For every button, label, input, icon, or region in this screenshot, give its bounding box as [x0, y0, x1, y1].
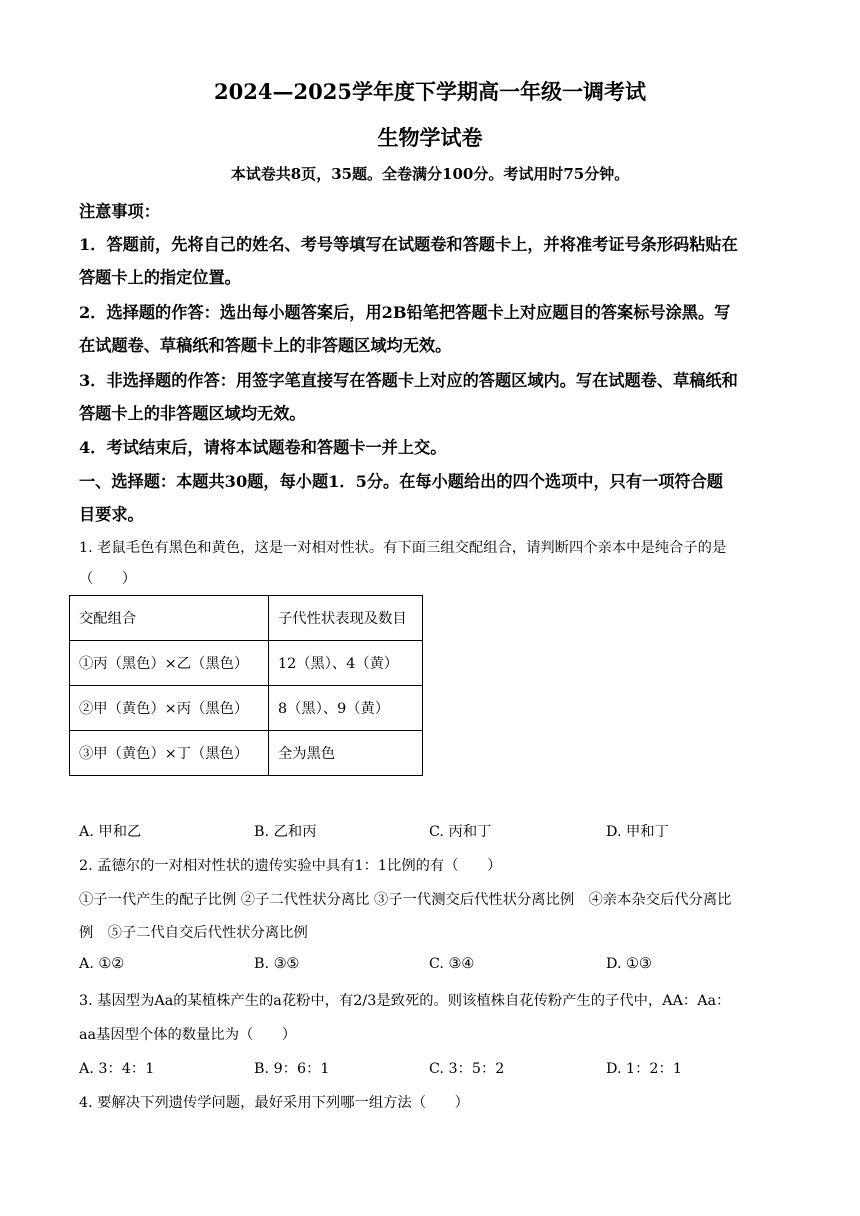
table-row — [70, 686, 423, 731]
option-b: B. 9：6：1 — [254, 1061, 330, 1077]
notes-line: 3．非选择题的作答：用签字笔直接写在答题卡上对应的答题区域内。写在试题卷、草稿纸和 — [79, 371, 738, 390]
table-row — [70, 731, 423, 776]
question-2-items: ①子一代产生的配子比例 ②子二代性状分离比 ③子一代测交后代性状分离比例 ④亲本杂交后代分离比 — [79, 892, 732, 908]
table-cell: 8（黑）、9（黄） — [269, 686, 423, 731]
question-1-stem: 1. 老鼠毛色有黑色和黄色，这是一对相对性状。有下面三组交配组合，请判断四个亲本中是纯合子的是 — [79, 540, 727, 556]
table-cell: 全为黑色 — [269, 731, 423, 776]
mating-table — [69, 595, 423, 776]
table-cell: ③甲（黄色）×丁（黑色） — [70, 731, 269, 776]
option-c: C. 丙和丁 — [429, 824, 492, 840]
option-b: B. 乙和丙 — [254, 824, 317, 840]
option-d: D. 甲和丁 — [606, 824, 669, 840]
notes-line: 答题卡上的非答题区域均无效。 — [79, 404, 306, 423]
exam-subject: 生物学试卷 — [377, 125, 483, 150]
notes-line: 2．选择题的作答：选出每小题答案后，用2B铅笔把答题卡上对应题目的答案标号涂黑。写 — [79, 303, 731, 322]
question-3-stem: 3. 基因型为Aa的某植株产生的a花粉中，有2/3是致死的。则该植株自花传粉产生的子代中，AA：Aa： — [79, 993, 731, 1009]
table-cell: ①丙（黑色）×乙（黑色） — [70, 641, 269, 686]
option-b: B. ③⑤ — [254, 956, 300, 972]
section-heading-cont: 目要求。 — [79, 505, 144, 524]
option-d: D. 1：2：1 — [606, 1061, 682, 1077]
exam-info: 本试卷共8页，35题。全卷满分100分。考试用时75分钟。 — [230, 165, 630, 183]
table-header: 交配组合 — [70, 596, 269, 641]
option-a: A. 甲和乙 — [79, 824, 142, 840]
option-c: C. 3：5：2 — [429, 1061, 505, 1077]
question-2-stem: 2. 孟德尔的一对相对性状的遗传实验中具有1：1比例的有（ ） — [79, 858, 502, 874]
table-header-row — [70, 596, 423, 641]
notes-line: 4．考试结束后，请将本试题卷和答题卡一并上交。 — [79, 438, 447, 457]
option-a: A. ①② — [79, 956, 125, 972]
option-c: C. ③④ — [429, 956, 475, 972]
question-1-blank: （ ） — [79, 571, 137, 587]
table-row — [70, 641, 423, 686]
notes-line: 1．答题前，先将自己的姓名、考号等填写在试题卷和答题卡上，并将准考证号条形码粘贴在 — [79, 235, 738, 254]
question-2-items-cont: 例 ⑤子二代自交后代性状分离比例 — [79, 925, 308, 941]
table-cell: 12（黑）、4（黄） — [269, 641, 423, 686]
section-heading: 一、选择题：本题共30题，每小题1．5分。在每小题给出的四个选项中，只有一项符合题 — [79, 472, 723, 491]
table-cell: ②甲（黄色）×丙（黑色） — [70, 686, 269, 731]
question-3-stem-cont: aa基因型个体的数量比为（ ） — [79, 1027, 297, 1043]
notes-heading: 注意事项： — [79, 202, 160, 221]
table-header: 子代性状表现及数目 — [269, 596, 423, 641]
question-4-stem: 4. 要解决下列遗传学问题，最好采用下列哪一组方法（ ） — [79, 1095, 469, 1111]
notes-line: 在试题卷、草稿纸和答题卡上的非答题区域均无效。 — [79, 336, 452, 355]
option-a: A. 3：4：1 — [79, 1061, 155, 1077]
notes-line: 答题卡上的指定位置。 — [79, 268, 241, 287]
exam-title: 2024—2025学年度下学期高一年级一调考试 — [214, 79, 646, 104]
option-d: D. ①③ — [606, 956, 652, 972]
